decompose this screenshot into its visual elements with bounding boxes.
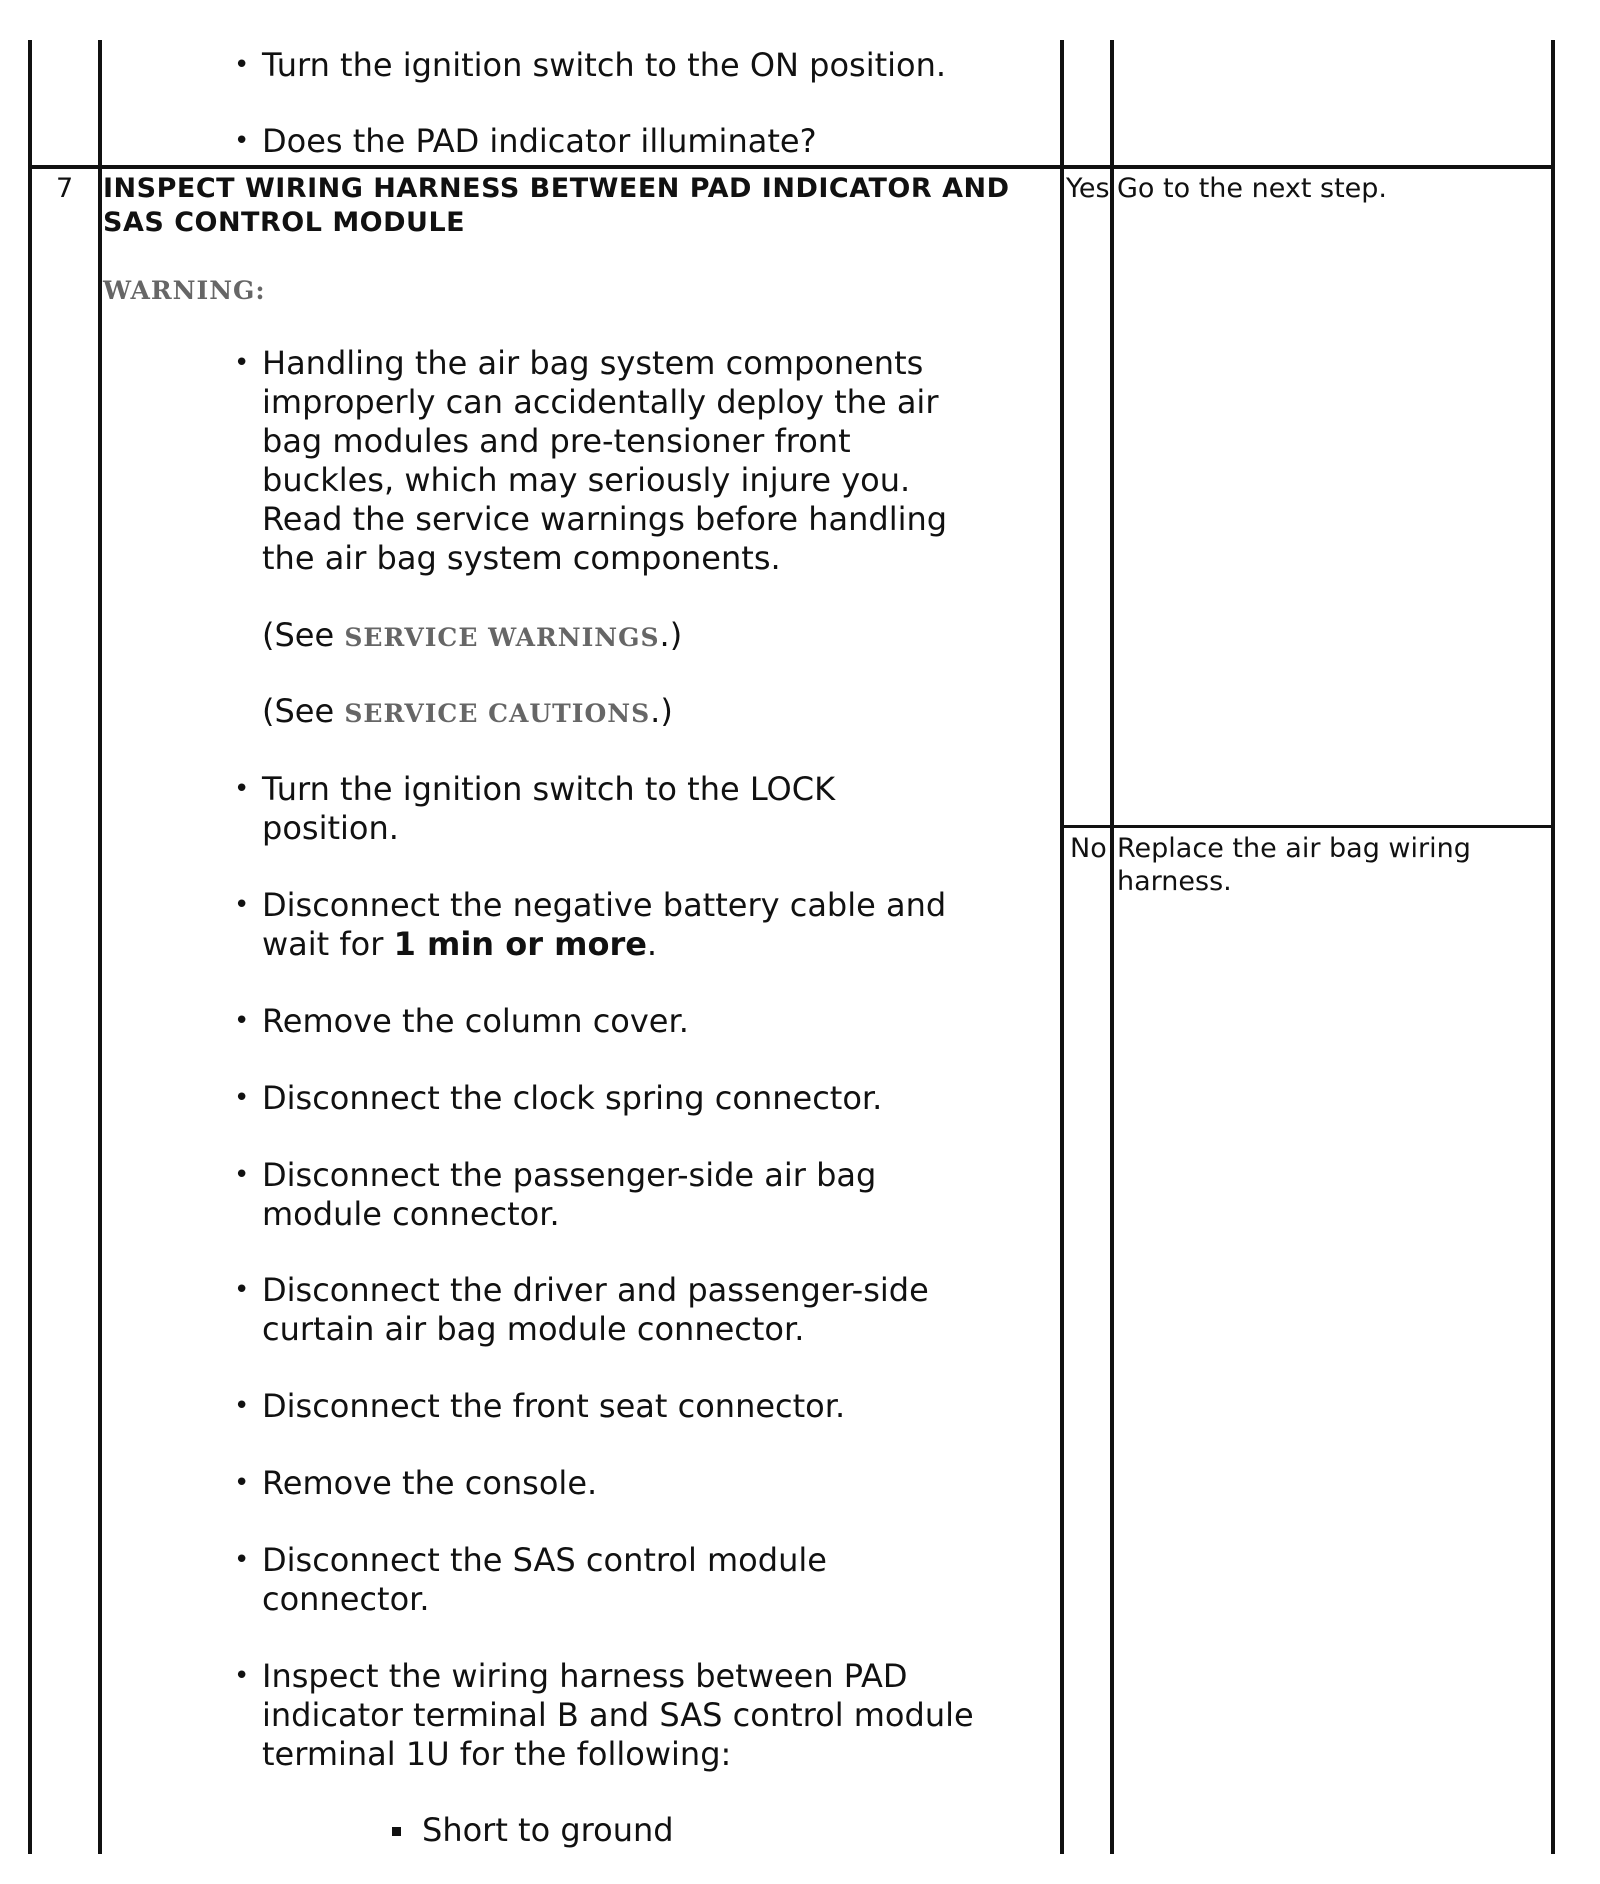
- list-item: • Disconnect the driver and passenger-side curtain air bag module connector.: [234, 1271, 929, 1348]
- table-border-left: [28, 40, 32, 1854]
- result-no-action: Replace the air bag wiring harness.: [1117, 833, 1471, 897]
- sub-list-item: Short to ground: [422, 1811, 674, 1850]
- step-number: 7: [56, 173, 74, 204]
- see-service-cautions: (See SERVICE CAUTIONS.): [262, 692, 673, 730]
- see-service-warnings: (See SERVICE WARNINGS.): [262, 616, 683, 654]
- column-divider-action: [1110, 40, 1114, 1854]
- warning-label: WARNING:: [103, 276, 266, 305]
- service-cautions-link[interactable]: SERVICE CAUTIONS: [344, 699, 651, 728]
- column-divider-result: [1060, 40, 1064, 1854]
- list-item: • Disconnect the passenger-side air bag module connector.: [234, 1156, 877, 1233]
- list-item: • Disconnect the negative battery cable and wait for 1 min or more.: [234, 886, 947, 963]
- result-yes-label: Yes: [1066, 173, 1110, 204]
- list-item: • Does the PAD indicator illuminate?: [234, 122, 817, 160]
- list-item: • Disconnect the SAS control module connector.: [234, 1541, 827, 1618]
- row-divider-yes-no: [1060, 825, 1555, 828]
- step-heading: INSPECT WIRING HARNESS BETWEEN PAD INDICATOR AND SAS CONTROL MODULE: [103, 173, 1010, 238]
- warning-list-item: • Handling the air bag system components improperly can accidentally deploy the air bag modules and pre-tensioner front buckles, which may seriously injure you. Read the service warnings before handling the air bag system components.: [234, 344, 948, 577]
- list-item: • Turn the ignition switch to the ON position.: [234, 46, 947, 84]
- result-yes-action: Go to the next step.: [1117, 173, 1387, 204]
- list-item: • Remove the column cover.: [234, 1002, 689, 1040]
- wait-time: 1 min or more: [393, 925, 647, 963]
- row-divider-step7: [28, 165, 1555, 169]
- result-no-label: No: [1070, 833, 1107, 864]
- column-divider-step: [98, 40, 102, 1854]
- list-item: • Remove the console.: [234, 1464, 598, 1502]
- service-warnings-link[interactable]: SERVICE WARNINGS: [344, 623, 660, 652]
- list-item: • Disconnect the front seat connector.: [234, 1387, 846, 1425]
- list-item: • Turn the ignition switch to the LOCK position.: [234, 770, 836, 847]
- table-border-right: [1551, 40, 1555, 1854]
- list-item: • Disconnect the clock spring connector.: [234, 1079, 883, 1117]
- list-item: • Inspect the wiring harness between PAD indicator terminal B and SAS control module terminal 1U for the following:: [234, 1657, 974, 1773]
